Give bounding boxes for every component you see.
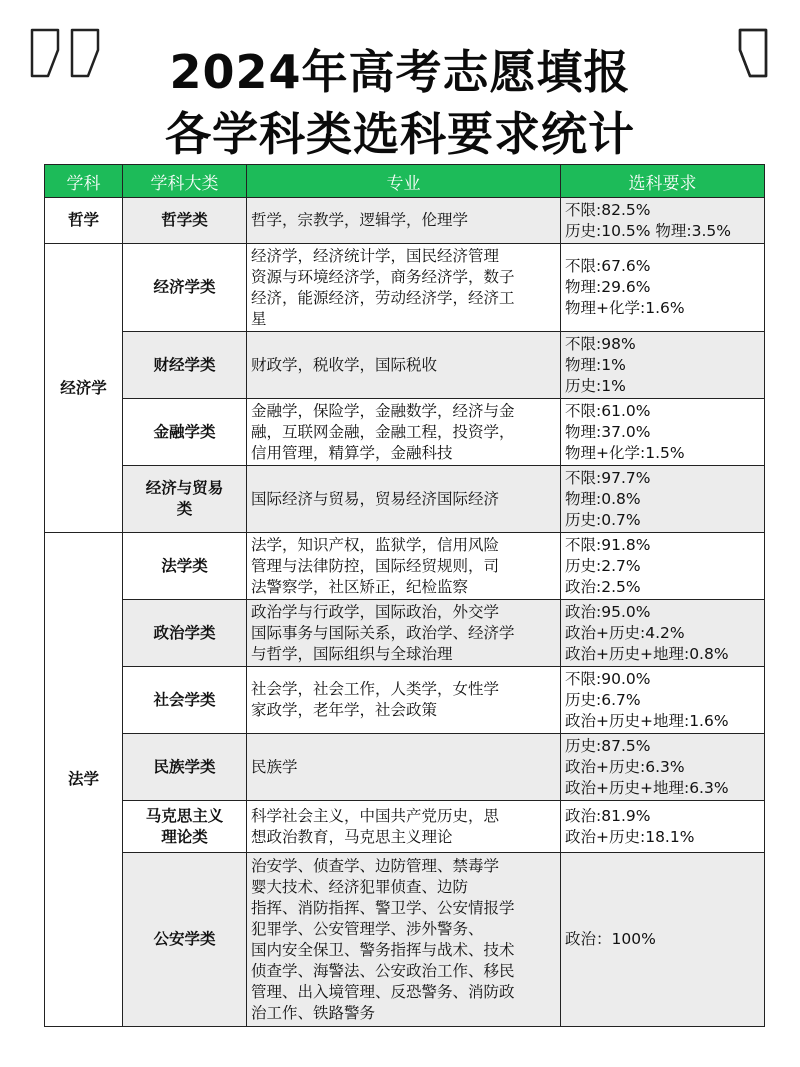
table-row: [45, 667, 765, 734]
category-cell: [123, 466, 247, 533]
major-line: 财政学，税收学，国际税收: [251, 355, 438, 374]
table-row: [45, 600, 765, 667]
major-line: 经济学，经济统计学，国民经济管理: [251, 246, 500, 265]
major-cell: [247, 466, 561, 533]
category-cell: [123, 801, 247, 853]
requirement-line: 物理+化学:1.6%: [565, 299, 685, 317]
requirement-cell: [561, 244, 765, 332]
category-line: 经济与贸易: [145, 479, 224, 497]
header-major: 专业: [247, 165, 561, 198]
requirement-line: 历史:1%: [565, 376, 626, 395]
close-quote-icon: [696, 26, 772, 80]
major-cell: [247, 667, 561, 734]
major-cell: [247, 198, 561, 244]
category-line: 马克思主义: [145, 806, 224, 825]
major-line: 法警察学，社区矫正，纪检监察: [251, 577, 469, 596]
requirement-line: 物理:1%: [565, 355, 626, 374]
category-cell: 经济学类: [123, 244, 247, 332]
requirement-line: 不限:82.5%: [565, 200, 651, 219]
requirement-cell: [561, 734, 765, 801]
header-requirement: 选科要求: [561, 165, 765, 198]
major-line: 政治学与行政学，国际政治，外交学: [251, 602, 500, 621]
requirement-line: 政治+历史:4.2%: [565, 623, 685, 642]
requirement-cell: [561, 198, 765, 244]
major-line: 民族学: [251, 757, 298, 776]
major-cell: [247, 399, 561, 466]
major-line: 与哲学，国际组织与全球治理: [251, 644, 453, 663]
category-line: 理论类: [161, 827, 208, 846]
requirement-line: 历史:10.5% 物理:3.5%: [565, 221, 731, 240]
subject-requirements-table: [44, 164, 765, 1027]
requirement-line: 政治:2.5%: [565, 577, 641, 596]
major-line: 指挥、消防指挥、警卫学、公安情报学: [251, 898, 515, 917]
category-cell: 哲学类: [123, 198, 247, 244]
major-line: 治工作、铁路警务: [251, 1003, 376, 1022]
requirement-line: 政治:95.0%: [565, 602, 651, 621]
major-cell: [247, 853, 561, 1027]
table-row: [45, 198, 765, 244]
requirement-line: 政治+历史+地理:6.3%: [565, 778, 729, 797]
table-row: [45, 853, 765, 1027]
header-category: 学科大类: [123, 165, 247, 198]
major-line: 犯罪学、公安管理学、涉外警务、: [251, 919, 484, 938]
table-row: [45, 533, 765, 600]
requirement-line: 物理:0.8%: [565, 489, 641, 508]
table-row: [45, 244, 765, 332]
requirement-line: 不限:90.0%: [565, 669, 651, 688]
requirement-cell: [561, 667, 765, 734]
requirement-line: 物理:37.0%: [565, 422, 651, 441]
table-row: [45, 734, 765, 801]
major-line: 侦查学、海警法、公安政治工作、移民: [251, 961, 515, 980]
requirement-line: 政治+历史:6.3%: [565, 757, 685, 776]
major-line: 融，互联网金融，金融工程，投资学，: [251, 422, 515, 441]
major-cell: [247, 801, 561, 853]
major-cell: [247, 533, 561, 600]
category-cell: 公安学类: [123, 853, 247, 1027]
major-line: 经济，能源经济，劳动经济学，经济工: [251, 288, 515, 307]
requirement-line: 物理+化学:1.5%: [565, 443, 685, 462]
category-cell: 法学类: [123, 533, 247, 600]
requirement-line: 不限:91.8%: [565, 535, 651, 554]
major-line: 国际经济与贸易，贸易经济国际经济: [251, 489, 500, 508]
table-header-row: [45, 165, 765, 198]
requirement-line: 政治+历史:18.1%: [565, 827, 695, 846]
requirement-line: 历史:6.7%: [565, 690, 641, 709]
major-line: 婴大技术、经济犯罪侦查、边防: [251, 877, 469, 896]
requirement-line: 历史:87.5%: [565, 736, 651, 755]
category-cell: 民族学类: [123, 734, 247, 801]
major-line: 国内安全保卫、警务指挥与战术、技术: [251, 940, 515, 959]
requirement-line: 历史:2.7%: [565, 556, 641, 575]
major-line: 金融学，保险学，金融数学，经济与金: [251, 401, 515, 420]
major-line: 科学社会主义，中国共产党历史，思: [251, 806, 500, 825]
title-area: [0, 0, 800, 162]
major-line: 家政学，老年学，社会政策: [251, 701, 438, 719]
major-line: 想政治教育，马克思主义理论: [251, 827, 453, 846]
table-row: [45, 801, 765, 853]
requirement-line: 政治+历史+地理:1.6%: [565, 711, 729, 730]
requirement-cell: [561, 600, 765, 667]
requirement-line: 不限:98%: [565, 334, 636, 353]
major-line: 资源与环境经济学，商务经济学，数子: [251, 267, 515, 286]
page-title-line2: 各学科类选科要求统计: [165, 107, 635, 161]
requirement-cell: [561, 533, 765, 600]
requirement-line: 历史:0.7%: [565, 510, 641, 529]
table-row: [45, 399, 765, 466]
requirement-line: 政治:81.9%: [565, 806, 651, 825]
requirement-cell: [561, 399, 765, 466]
major-line: 社会学，社会工作，人类学，女性学: [251, 680, 500, 698]
category-cell: 社会学类: [123, 667, 247, 734]
requirement-line: 不限:61.0%: [565, 401, 651, 420]
table-row: [45, 332, 765, 399]
requirement-line: 不限:67.6%: [565, 257, 651, 275]
table-row: [45, 466, 765, 533]
requirement-cell: [561, 466, 765, 533]
major-line: 管理、出入境管理、反恐警务、消防政: [251, 982, 515, 1001]
requirement-line: 物理:29.6%: [565, 278, 651, 296]
major-line: 治安学、侦查学、边防管理、禁毒学: [251, 856, 500, 875]
major-cell: [247, 734, 561, 801]
category-cell: 政治学类: [123, 600, 247, 667]
category-line: 类: [176, 500, 193, 518]
major-line: 星: [251, 309, 267, 328]
major-line: 法学，知识产权，监狱学，信用风险: [251, 535, 500, 554]
major-line: 哲学，宗教学，逻辑学，伦理学: [251, 211, 469, 229]
page-title-line1: 2024年高考志愿填报: [169, 45, 631, 99]
major-cell: [247, 332, 561, 399]
major-line: 管理与法律防控，国际经贸规则，司: [251, 556, 500, 575]
major-cell: [247, 244, 561, 332]
requirement-line: 政治+历史+地理:0.8%: [565, 644, 729, 663]
requirement-line: 政治：100%: [565, 930, 656, 948]
major-line: 信用管理，精算学，金融科技: [251, 443, 453, 462]
category-cell: 金融学类: [123, 399, 247, 466]
header-subject: 学科: [45, 165, 123, 198]
subject-cell: 哲学: [45, 198, 123, 244]
requirement-cell: [561, 332, 765, 399]
major-line: 国际事务与国际关系，政治学、经济学: [251, 623, 515, 642]
major-cell: [247, 600, 561, 667]
category-cell: 财经学类: [123, 332, 247, 399]
subject-cell: 经济学: [45, 244, 123, 533]
subject-cell: 法学: [45, 533, 123, 1027]
requirement-cell: [561, 801, 765, 853]
requirement-line: 不限:97.7%: [565, 468, 651, 487]
requirement-cell: [561, 853, 765, 1027]
